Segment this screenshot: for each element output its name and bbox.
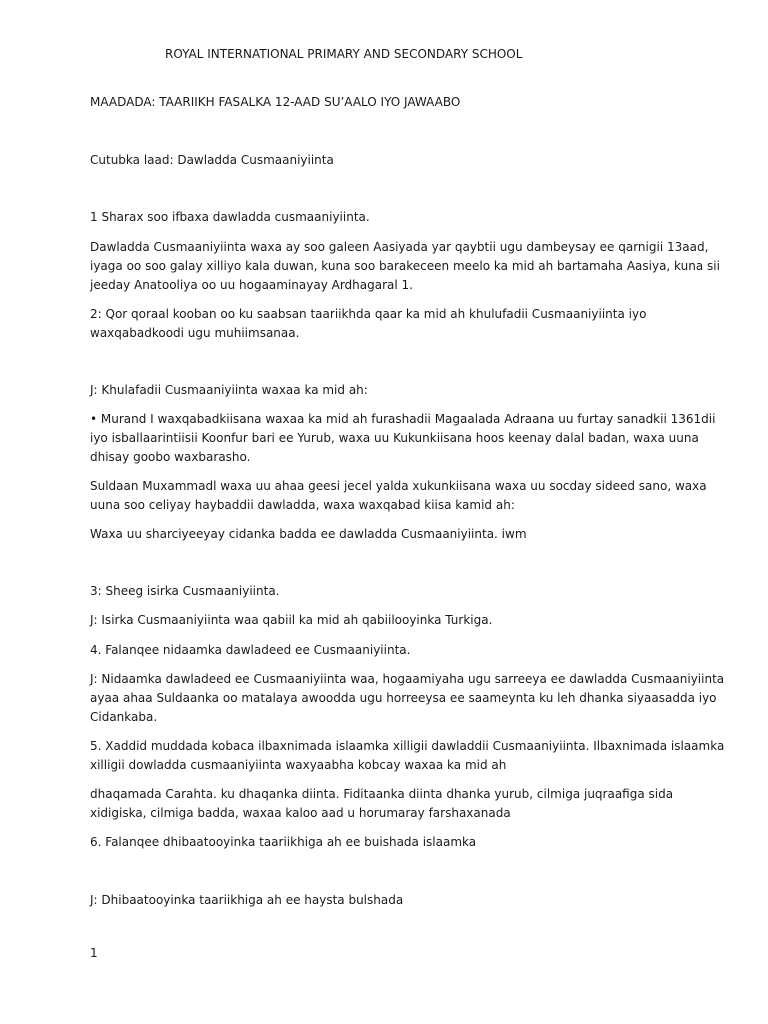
answer-4-line-1: J: Nidaamka dawladeed ee Cusmaaniyiinta waa, hogaamiyaha ugu sarreeya ee dawladda Cusmaaniyiinta: [90, 672, 725, 686]
question-5-line-2: xilligii dowladda cusmaaniyiinta waxyaabha kobcay waxaa ka mid ah: [90, 758, 507, 772]
answer-2-bullet-line-3: dhisay goobo waxbarasho.: [90, 450, 251, 464]
question-2-line-1: 2: Qor qoraal kooban oo ku saabsan taariikhda qaar ka mid ah khulufadii Cusmaaniyiinta iyo: [90, 307, 647, 321]
answer-5-line-2: xidigiska, cilmiga badda, waxaa kaloo aad u horumaray farshaxanada: [90, 806, 511, 820]
answer-2-para-line-3: Waxa uu sharciyeeyay cidanka badda ee dawladda Cusmaaniyiinta. iwm: [90, 527, 527, 541]
answer-1-line-2: iyaga oo soo galay xilliyo kala duwan, kuna soo barakeceen meelo ka mid ah bartamaha Aasiya, kuna sii: [90, 259, 720, 273]
answer-5-line-1: dhaqamada Carahta. ku dhaqanka diinta. Fiditaanka diinta dhanka yurub, cilmiga juqraafiga sida: [90, 787, 674, 801]
answer-3: J: Isirka Cusmaaniyiinta waa qabiil ka mid ah qabiilooyinka Turkiga.: [90, 613, 493, 627]
question-1: 1 Sharax soo ifbaxa dawladda cusmaaniyiinta.: [90, 210, 370, 224]
answer-1-line-3: jeeday Anatooliya oo uu hogaaminayay Ardhagaral 1.: [90, 278, 413, 292]
subject-heading: MAADADA: TAARIIKH FASALKA 12-AAD SU’AALO IYO JAWAABO: [90, 95, 461, 109]
answer-6-intro: J: Dhibaatooyinka taariikhiga ah ee haysta bulshada: [90, 893, 404, 907]
answer-2-para-line-1: Suldaan Muxammadl waxa uu ahaa geesi jecel yalda xukunkiisana waxa uu socday sideed sano, waxa: [90, 479, 707, 493]
answer-2-bullet-line-2: iyo isballaarintiisii Koonfur bari ee Yurub, waxa uu Kukunkiisana hoos keenay dalal badan, waxa uuna: [90, 431, 699, 445]
chapter-heading: Cutubka laad: Dawladda Cusmaaniyiinta: [90, 153, 334, 167]
answer-1-line-1: Dawladda Cusmaaniyiinta waxa ay soo galeen Aasiyada yar qaybtii ugu dambeysay ee qarnigii 13aad,: [90, 240, 709, 254]
school-title: ROYAL INTERNATIONAL PRIMARY AND SECONDARY SCHOOL: [165, 47, 523, 61]
question-3: 3: Sheeg isirka Cusmaaniyiinta.: [90, 584, 280, 598]
answer-2-para-line-2: uuna soo celiyay haybaddii dawladda, waxa waxqabad kiisa kamid ah:: [90, 498, 515, 512]
answer-2-intro: J: Khulafadii Cusmaaniyiinta waxaa ka mid ah:: [90, 383, 368, 397]
page-number: 1: [90, 946, 98, 960]
answer-4-line-2: ayaa ahaa Suldaanka oo matalaya awoodda ugu horreeysa ee saameynta ku leh dhanka siyaasadda iyo: [90, 691, 717, 705]
answer-4-line-3: Cidankaba.: [90, 710, 158, 724]
question-4: 4. Falanqee nidaamka dawladeed ee Cusmaaniyiinta.: [90, 643, 411, 657]
question-5-line-1: 5. Xaddid muddada kobaca ilbaxnimada islaamka xilligii dawladdii Cusmaaniyiinta. Ilbaxnimada islaamka: [90, 739, 725, 753]
answer-2-bullet-line-1: • Murand I waxqabadkiisana waxaa ka mid ah furashadii Magaalada Adraana uu furtay sanadkii 1361dii: [90, 412, 716, 426]
question-2-line-2: waxqabadkoodi ugu muhiimsanaa.: [90, 326, 300, 340]
question-6: 6. Falanqee dhibaatooyinka taariikhiga ah ee buishada islaamka: [90, 835, 477, 849]
